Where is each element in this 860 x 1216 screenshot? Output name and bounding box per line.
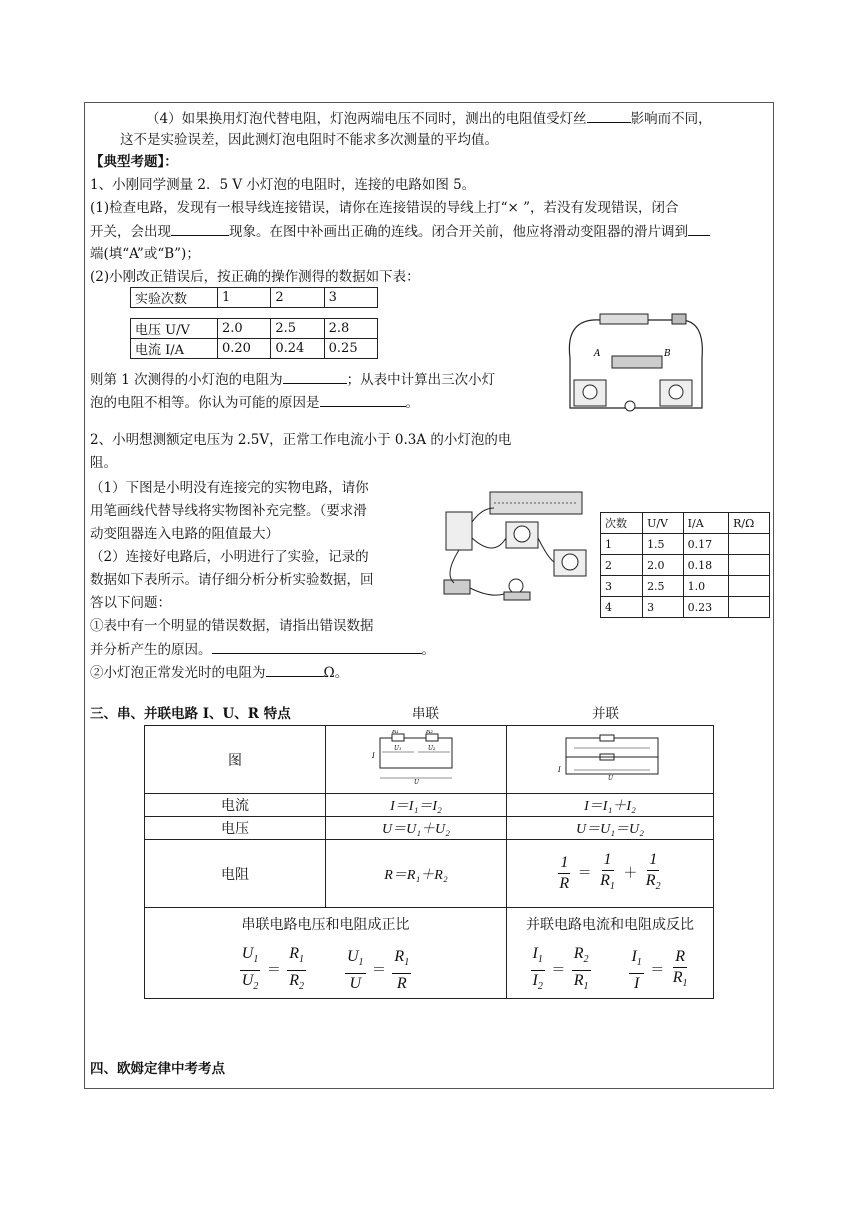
table-row: 2 2.0 0.18 <box>601 555 770 576</box>
q1-after-line1: 则第 1 次测得的小灯泡的电阻为 ；从表中计算出三次小灯 <box>90 369 495 390</box>
item4-line1: （4）如果换用灯泡代替电阻，灯泡两端电压不同时，测出的电阻值受灯丝 影响而不同， <box>146 108 712 129</box>
q2-part1-line2: 用笔画线代替导线将实物图补充完整。（要求滑 <box>90 503 367 519</box>
table-row <box>145 794 714 817</box>
svg-text:U₁: U₁ <box>394 744 402 752</box>
svg-text:I: I <box>558 765 561 774</box>
parallel-ratio-title: 并联电路电流和电阻成反比 <box>526 917 694 933</box>
table-row <box>145 817 714 840</box>
q2-part2-line3: 答以下问题： <box>90 595 171 611</box>
q1-part1-line2: 开关，会出现 现象。在图中补画出正确的连线。闭合开关前，他应将滑动变阻器的滑片调到 <box>90 221 710 242</box>
label-a: A <box>594 349 601 359</box>
section3-heading: 三、串、并联电路 I、U、R 特点 <box>90 706 291 722</box>
svg-text:I: I <box>372 751 375 760</box>
table-row: 电压 U/V 2.0 2.5 2.8 <box>131 319 378 339</box>
row-label-current: 电流 <box>145 794 326 817</box>
q2-part1-line1: （1）下图是小明没有连接完的实物电路，请你 <box>90 480 369 496</box>
svg-text:R₂: R₂ <box>426 729 433 735</box>
q2-data-table <box>600 512 770 618</box>
series-ratio-title: 串联电路电压和电阻成正比 <box>241 917 410 933</box>
series-current-formula: I＝I₁＝I₂ <box>326 794 507 817</box>
q1-table <box>130 287 378 359</box>
svg-text:U: U <box>608 774 614 782</box>
svg-text:U: U <box>414 778 420 786</box>
q1-circuit-figure <box>560 308 710 428</box>
table-row <box>145 840 714 908</box>
series-ratio-cell: 串联电路电压和电阻成正比 $\frac{U_1}{U_2}$ ＝ $\frac{R_1}{R_2}$ $\frac{U_1}{U}$ ＝ $\frac{R_1}{R}$ <box>145 908 507 999</box>
q2-circuit-figure <box>434 488 594 608</box>
q2-answer1-line1: ①表中有一个明显的错误数据，请指出错误数据 <box>90 618 374 634</box>
col-series-header: 串联 <box>412 706 439 722</box>
q2-part2-line1: （2）连接好电路后，小明进行了实验，记录的 <box>90 549 369 565</box>
table-row-gap <box>131 308 378 319</box>
q2-line1: 2、小明想测额定电压为 2.5V，正常工作电流小于 0.3A 的小灯泡的电 <box>90 432 512 448</box>
table-row: 次数 U/V I/A R/Ω <box>601 513 770 534</box>
q1-intro: 1、小刚同学测量 2．5 V 小灯泡的电阻时，连接的电路如图 5。 <box>90 177 476 193</box>
row-label-voltage: 电压 <box>145 817 326 840</box>
table-row <box>145 726 714 794</box>
q2-part2-line2: 数据如下表所示。请仔细分析分析实验数据，回 <box>90 572 374 588</box>
q1-after-line2: 泡的电阻不相等。你认为可能的原因是 。 <box>90 392 419 413</box>
svg-text:R₁: R₁ <box>392 729 399 735</box>
series-voltage-formula: U＝U₁＋U₂ <box>326 817 507 840</box>
parallel-voltage-formula: U＝U₁＝U₂ <box>507 817 714 840</box>
series-resistance-formula: R＝R₁＋R₂ <box>326 840 507 908</box>
item4-line2: 这不是实验误差，因此测灯泡电阻时不能求多次测量的平均值。 <box>120 132 498 148</box>
q2-answer2: ②小灯泡正常发光时的电阻为 Ω。 <box>90 662 348 683</box>
parallel-circuit-diagram <box>550 730 670 786</box>
table-row: 1 1.5 0.17 <box>601 534 770 555</box>
parallel-diagram-cell <box>507 726 714 794</box>
parallel-ratio-cell: 并联电路电流和电阻成反比 $\frac{I_1}{I_2}$ ＝ $\frac{R_2}{R_1}$ $\frac{I_1}{I}$ ＝ $\frac{R}{R_1}$ <box>507 908 714 999</box>
label-b: B <box>664 349 671 359</box>
section4-heading: 四、欧姆定律中考考点 <box>90 1061 225 1077</box>
series-diagram-cell <box>326 726 507 794</box>
q2-part1-line3: 动变阻器连入电路的阻值最大） <box>90 526 279 542</box>
table-row <box>145 908 714 999</box>
col-parallel-header: 并联 <box>592 706 619 722</box>
q2-answer1-line2: 并分析产生的原因。 。 <box>90 639 435 660</box>
table-row: 电流 I/A 0.20 0.24 0.25 <box>131 339 378 359</box>
q1-part2: (2)小刚改正错误后，按正确的操作测得的数据如下表： <box>90 269 420 285</box>
series-circuit-diagram <box>366 730 466 786</box>
row-label-diagram: 图 <box>145 726 326 794</box>
series-parallel-table <box>144 725 714 999</box>
svg-text:U₂: U₂ <box>428 744 436 752</box>
row-label-resistance: 电阻 <box>145 840 326 908</box>
parallel-current-formula: I＝I₁＋I₂ <box>507 794 714 817</box>
q1-part1-line3: 端(填“A”或“B”)； <box>90 246 200 262</box>
table-row: 3 2.5 1.0 <box>601 576 770 597</box>
table-row: 4 3 0.23 <box>601 597 770 618</box>
typical-heading: 【典型考题】： <box>90 154 178 170</box>
table-row: 实验次数 1 2 3 <box>131 288 378 308</box>
q2-line2: 阻。 <box>90 455 117 471</box>
parallel-resistance-formula: $\frac{1}{R}$ ＝ $\frac{1}{R_1}$ ＋ $\frac{1}{R_2}$ <box>507 840 714 908</box>
q1-part1-line1: (1)检查电路，发现有一根导线连接错误，请你在连接错误的导线上打“× ”，若没有发现错误，闭合 <box>90 200 679 216</box>
